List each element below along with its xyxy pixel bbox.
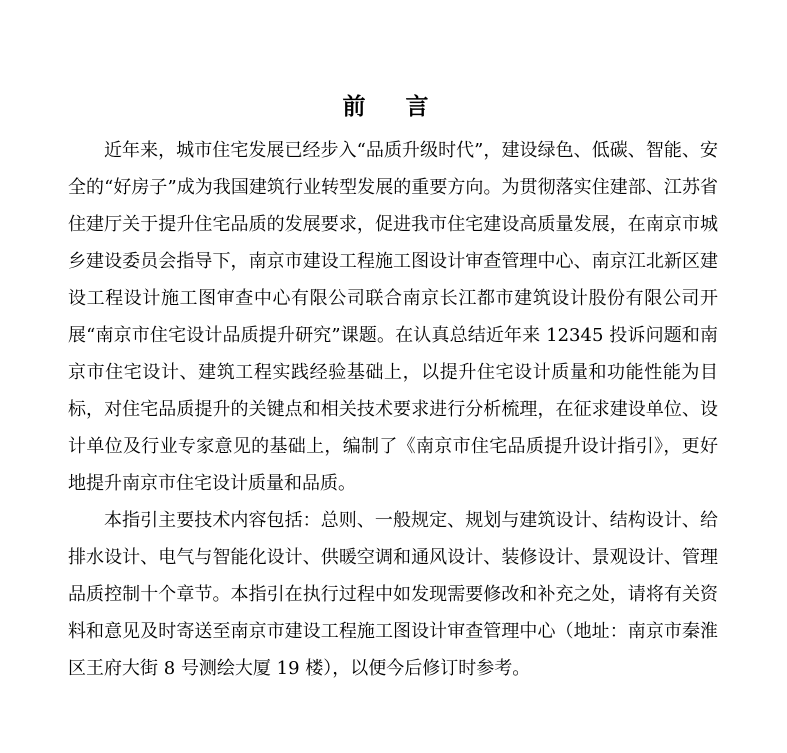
page-title: 前 言	[342, 93, 445, 120]
document-body	[68, 132, 718, 687]
paragraph-contents: 本指引主要技术内容包括：总则、一般规定、规划与建筑设计、结构设计、给排水设计、电气与智能化设计、供暖空调和通风设计、装修设计、景观设计、管理品质控制十个章节。本指引在执行过程中如发现需要修改和补充之处，请将有关资料和意见及时寄送至南京市建设工程施工图设计审查管理中心（地址：南京市秦淮区王府大街 8 号测绘大厦 19 楼），以便今后修订时参考。	[68, 510, 718, 679]
paragraph-intro: 近年来，城市住宅发展已经步入“品质升级时代”，建设绿色、低碳、智能、安全的“好房子”成为我国建筑行业转型发展的重要方向。为贯彻落实住建部、江苏省住建厅关于提升住宅品质的发展要求，促进我市住宅建设高质量发展，在南京市城乡建设委员会指导下，南京市建设工程施工图设计审查管理中心、南京江北新区建设工程设计施工图审查中心有限公司联合南京长江都市建筑设计股份有限公司开展“南京市住宅设计品质提升研究”课题。在认真总结近年来 12345 投诉问题和南京市住宅设计、建筑工程实践经验基础上，以提升住宅设计质量和功能性能为目标，对住宅品质提升的关键点和相关技术要求进行分析梳理，在征求建设单位、设计单位及行业专家意见的基础上，编制了《南京市住宅品质提升设计指引》，更好地提升南京市住宅设计质量和品质。	[68, 140, 718, 494]
